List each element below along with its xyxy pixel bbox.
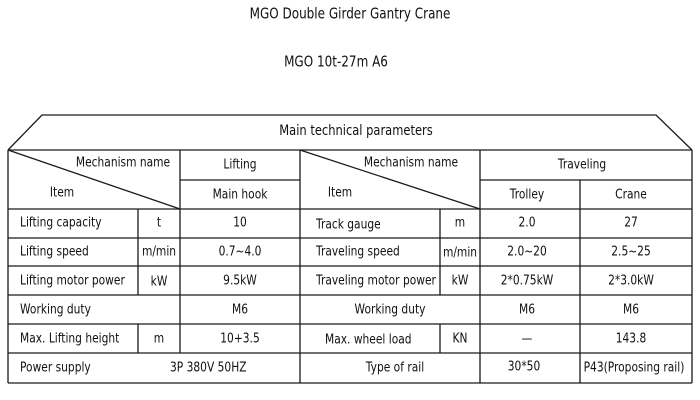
right-mechanism-name: Mechanism name [363,155,459,171]
right-row-trolley: 2.0 [518,215,536,231]
left-row-unit: m [153,331,165,347]
right-row-item: Track gauge [316,217,381,233]
right-row-trolley: M6 [519,302,535,318]
right-row-trolley: — [521,331,533,347]
left-mechanism-name: Mechanism name [75,155,171,171]
left-row-item: Lifting capacity [20,215,102,231]
right-row-item: Type of rail [365,360,425,376]
left-row-item: Power supply [20,360,91,376]
right-row-crane: 2.5~25 [611,244,651,260]
right-row-unit: kW [451,273,469,289]
left-row-item: Lifting motor power [20,273,125,289]
right-row-item: Max. wheel load [325,332,412,348]
left-row-unit: m/min [141,244,177,260]
left-row-value: M6 [232,302,248,318]
left-row-item: Working duty [20,302,91,318]
traveling-header: Traveling [557,157,607,173]
left-row-item: Lifting speed [20,244,89,260]
right-row-item: Working duty [354,302,426,318]
document-title: MGO Double Girder Gantry Crane [249,4,451,23]
right-item-header: Item [327,185,353,201]
table-title: Main technical parameters [279,123,433,139]
left-row-item: Max. Lifting height [20,331,120,347]
left-row-value: 10+3.5 [220,331,260,347]
main-hook-header: Main hook [212,187,268,203]
left-row-value: 3P 380V 50HZ [170,360,247,376]
right-row-trolley: 30*50 [507,359,541,375]
left-row-unit: t [156,215,162,231]
right-row-unit: KN [452,331,468,347]
trolley-header: Trolley [509,187,545,203]
right-row-crane: 27 [624,215,638,231]
left-item-header: Item [49,185,75,201]
right-row-trolley: 2*0.75kW [500,273,554,289]
right-row-crane: P43(Proposing rail) [583,360,685,376]
left-row-value: 9.5kW [223,273,257,289]
model-subtitle: MGO 10t-27m A6 [284,52,388,71]
lifting-header: Lifting [223,157,257,173]
left-row-value: 10 [233,215,247,231]
left-row-unit: kW [150,274,168,290]
right-row-item: Traveling motor power [316,273,436,289]
crane-header: Crane [615,187,647,203]
right-row-trolley: 2.0~20 [507,244,547,260]
left-row-value: 0.7~4.0 [218,244,262,260]
right-row-crane: M6 [623,302,639,318]
right-row-crane: 2*3.0kW [608,273,654,289]
right-row-crane: 143.8 [615,331,647,347]
right-row-item: Traveling speed [316,244,400,260]
right-row-unit: m/min [442,245,478,261]
right-row-unit: m [454,215,466,231]
